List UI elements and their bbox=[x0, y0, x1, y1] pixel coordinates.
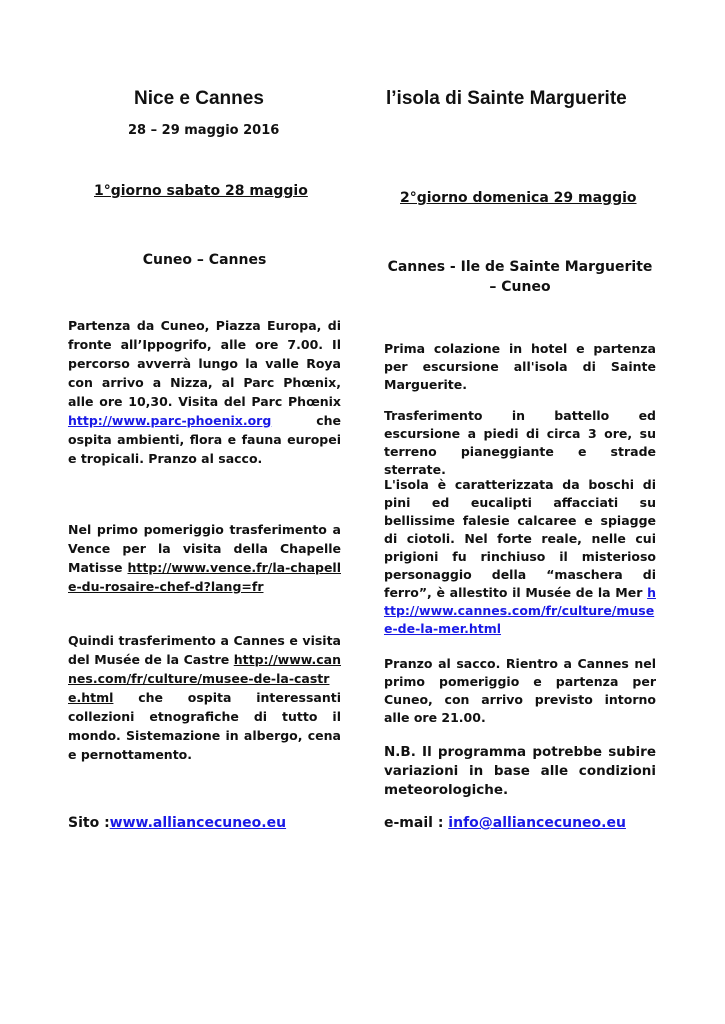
site-label: Sito : bbox=[68, 815, 110, 831]
site-line bbox=[68, 814, 341, 833]
day1-p1-after: che ospita ambienti, flora e fauna europei e tropicali. Pranzo al sacco. bbox=[68, 413, 341, 466]
vence-chapelle-link[interactable]: http://www.vence.fr/la-chapelle-du-rosaire-chef-d?lang=fr bbox=[68, 560, 341, 594]
parc-phoenix-link[interactable]: http://www.parc-phoenix.org bbox=[68, 413, 272, 428]
left-title: Nice e Cannes bbox=[134, 88, 264, 109]
day1-paragraph-1 bbox=[68, 316, 341, 468]
day2-note: N.B. Il programma potrebbe subire variazioni in base alle condizioni meteorologiche. bbox=[384, 744, 656, 798]
day1-paragraph-3 bbox=[68, 631, 341, 764]
email-label: e-mail : bbox=[384, 815, 449, 831]
day2-paragraph-4: Pranzo al sacco. Rientro a Cannes nel primo pomeriggio e partenza per Cuneo, con arrivo previsto intorno alle ore 21.00. bbox=[384, 656, 656, 725]
site-link[interactable]: www.alliancecuneo.eu bbox=[109, 815, 287, 831]
day1-p2-text: Nel primo pomeriggio trasferimento a Vence per la visita della Chapelle Matisse bbox=[68, 522, 341, 575]
day2-route: Cannes - Ile de Sainte Marguerite – Cuneo bbox=[387, 259, 653, 295]
day2-paragraph-3 bbox=[384, 476, 656, 638]
day1-paragraph-2 bbox=[68, 520, 341, 596]
trip-dates: 28 – 29 maggio 2016 bbox=[128, 123, 280, 138]
day1-p3-text: Quindi trasferimento a Cannes e visita del Musée de la Castre bbox=[68, 633, 341, 667]
day2-p3-text: L'isola è caratterizzata da boschi di pini ed eucalipti affacciati su bellissime falesie calcaree e spiagge di ciotoli. Nel forte reale, nelle cui prigioni fu rinchiuso il misterioso personaggio della “maschera di ferro”, è allestito il Musée de la Mer bbox=[384, 477, 656, 600]
day1-heading: 1°giorno sabato 28 maggio bbox=[94, 183, 308, 199]
musee-castre-link[interactable]: http://www.cannes.com/fr/culture/musee-de-la-castre.html bbox=[68, 652, 341, 705]
day2-paragraph-2: Trasferimento in battello ed escursione a piedi di circa 3 ore, su terreno pianeggiante e strade sterrate. bbox=[384, 408, 656, 477]
email-line bbox=[384, 814, 656, 833]
day1-p3-after: che ospita interessanti collezioni etnografiche di tutto il mondo. Sistemazione in albergo, cena e pernottamento. bbox=[68, 690, 341, 762]
day2-paragraph-1: Prima colazione in hotel e partenza per escursione all'isola di Sainte Marguerite. bbox=[384, 341, 656, 392]
musee-mer-link[interactable]: http://www.cannes.com/fr/culture/musee-de-la-mer.html bbox=[384, 585, 656, 636]
right-title: l’isola di Sainte Marguerite bbox=[386, 88, 627, 109]
email-link[interactable]: info@alliancecuneo.eu bbox=[448, 815, 626, 831]
day2-heading: 2°giorno domenica 29 maggio bbox=[400, 190, 637, 206]
day1-route: Cuneo – Cannes bbox=[142, 252, 267, 268]
day1-p1-text: Partenza da Cuneo, Piazza Europa, di fronte all’Ippogrifo, alle ore 7.00. Il percorso avverrà lungo la valle Roya con arrivo a Nizza, al Parc Phœnix, alle ore 10,30. Visita del Parc Phœnix bbox=[68, 318, 341, 409]
